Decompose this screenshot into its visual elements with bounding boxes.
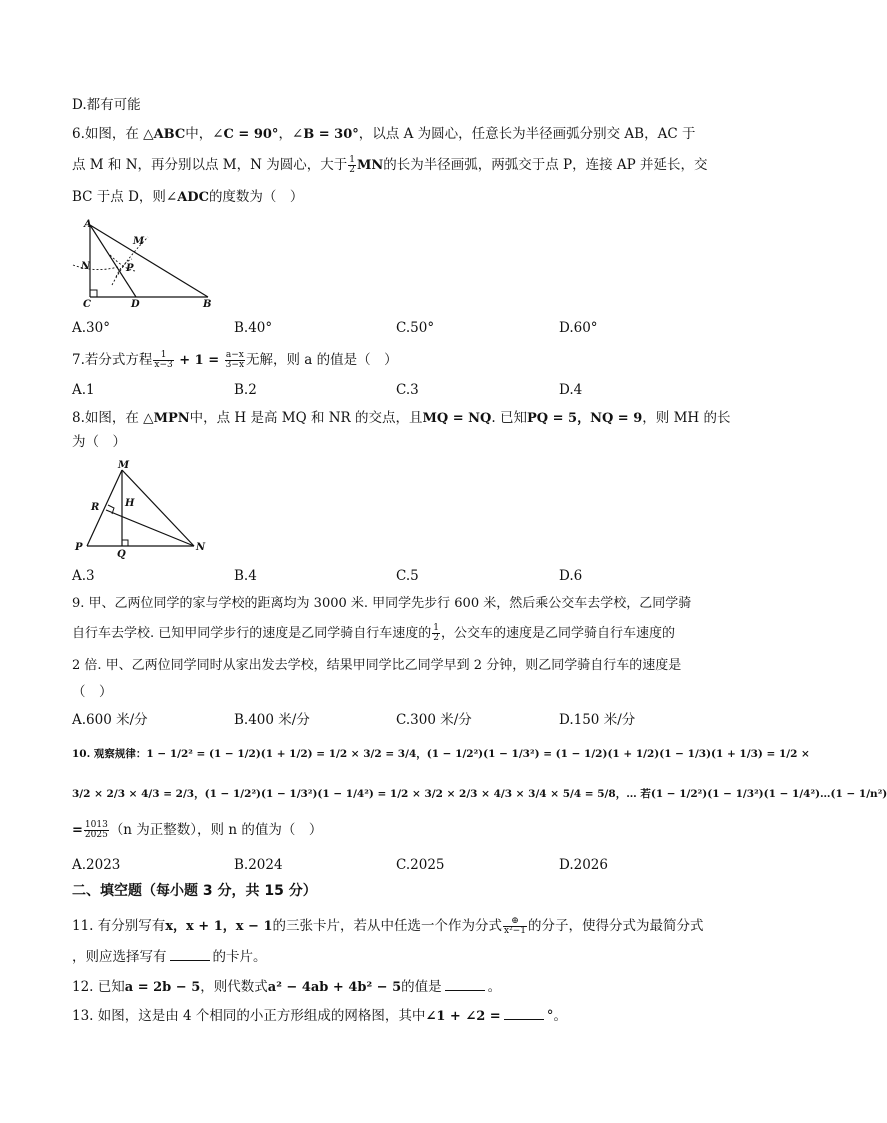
q13-answer-blank[interactable] (504, 1005, 544, 1020)
q10-line3: = $\frac{1013}{2025}$ （n 为正整数），则 n 的值为（ ） (72, 820, 323, 840)
q10-option-c[interactable]: C.2025 (396, 857, 445, 873)
q7-option-b[interactable]: B.2 (234, 382, 257, 398)
q10-option-b[interactable]: B.2024 (234, 857, 283, 873)
q10-line1: 10. 观察规律：1 − 1/2² = (1 − 1/2)(1 + 1/2) = 1/2 × 3/2 = 3/4，(1 − 1/2²)(1 − 1/3²) = (1 − 1/2)(1 + 1/2)(1 − 1/3)(1 + 1/3) = 1/2 × (72, 748, 810, 760)
q6-right-angle-mark (90, 290, 97, 297)
q9-line3: 2 倍. 甲、乙两位同学同时从家出发去学校，结果甲同学比乙同学早到 2 分钟，则乙同学骑自行车的速度是 (72, 658, 682, 673)
q8-altitude-nr (106, 510, 194, 546)
q6-line-ad (90, 225, 136, 297)
section-2-title: 二、填空题（每小题 3 分，共 15 分） (72, 883, 317, 899)
q8-label-n: N (196, 542, 206, 553)
q7-question: 7.若分式方程 $\frac{1}{x-3}$ + 1 = $\frac{a-x}{3-x}$ 无解，则 a 的值是（ ） (72, 350, 398, 370)
q6-label-c: C (83, 299, 91, 310)
q6-line1: 6.如图，在 △ABC中，∠C = 90°，∠B = 30°，以点 A 为圆心，任意长为半径画弧分别交 AB，AC 于 (72, 126, 696, 142)
q6-label-b: B (203, 299, 212, 310)
q8-option-d[interactable]: D.6 (559, 568, 583, 584)
q6-option-c[interactable]: C.50° (396, 320, 435, 336)
q12-question: 12. 已知a = 2b − 5，则代数式a² − 4ab + 4b² − 5的值是 。 (72, 976, 501, 998)
q10-line2: 3/2 × 2/3 × 4/3 = 2/3，(1 − 1/2²)(1 − 1/3²)(1 − 1/4²) = 1/2 × 3/2 × 2/3 × 4/3 × 3/4 × 5/4 = 5/8，… 若(1 − 1/2²)(1 − 1/3²)(1 − 1/4²)…(1 − 1/n²) (72, 788, 887, 800)
q6-label-n: N (81, 261, 91, 272)
q9-line4: （ ） (72, 684, 113, 700)
q6-label-d: D (131, 299, 140, 310)
q11-line1: 11. 有分别写有x，x + 1，x − 1的三张卡片，若从中任选一个作为分式 $\frac{\oplus}{\text{x²−1}}$ 的分子，使得分式为最简分式 (72, 916, 704, 936)
q11-line2: ，则应选择写有 的卡片。 (72, 946, 267, 967)
q6-option-a[interactable]: A.30° (72, 320, 110, 336)
q7-option-a[interactable]: A.1 (72, 382, 95, 398)
q8-line1: 8.如图，在 △MPN中，点 H 是高 MQ 和 NR 的交点，且MQ = NQ. 已知PQ = 5，NQ = 9，则 MH 的长 (72, 410, 731, 426)
q6-side-ab (90, 225, 208, 297)
q9-fraction: $\frac{1}{2}$ (433, 623, 439, 643)
q12-answer-blank[interactable] (445, 976, 485, 991)
q8-option-b[interactable]: B.4 (234, 568, 257, 584)
q8-right-angle-q (122, 540, 128, 546)
q8-label-m: M (118, 460, 130, 471)
q13-question: 13. 如图，这是由 4 个相同的小正方形组成的网格图，其中∠1 + ∠2 = °。 (72, 1005, 567, 1027)
q6-label-a: A (84, 219, 92, 230)
q6-label-m: M (133, 236, 145, 247)
q10-option-a[interactable]: A.2023 (72, 857, 121, 873)
q7-option-d[interactable]: D.4 (559, 382, 583, 398)
q10-option-d[interactable]: D.2026 (559, 857, 608, 873)
q6-label-p: P (126, 263, 134, 274)
q9-option-b[interactable]: B.400 米/分 (234, 712, 310, 728)
q8-label-p: P (75, 542, 83, 553)
q9-option-d[interactable]: D.150 米/分 (559, 712, 636, 728)
q6-figure (70, 215, 220, 310)
q8-option-a[interactable]: A.3 (72, 568, 95, 584)
q8-line2: 为（ ） (72, 434, 126, 450)
q7-fraction-right: $\frac{a-x}{3-x}$ (225, 350, 245, 370)
q8-label-h: H (125, 498, 135, 509)
q6-line2: 点 M 和 N，再分别以点 M，N 为圆心，大于 $\frac{1}{2}$ MN的长为半径画弧，两弧交于点 P，连接 AP 并延长，交 (72, 155, 708, 175)
q9-line2: 自行车去学校. 已知甲同学步行的速度是乙同学骑自行车速度的 $\frac{1}{2}$ ，公交车的速度是乙同学骑自行车速度的 (72, 623, 676, 643)
q6-option-d[interactable]: D.60° (559, 320, 598, 336)
q8-label-q: Q (117, 549, 126, 560)
q8-label-r: R (91, 502, 100, 513)
q11-answer-blank[interactable] (170, 946, 210, 961)
q5-option-d: D.都有可能 (72, 97, 141, 113)
q6-arc-n (73, 265, 118, 270)
q6-fraction: $\frac{1}{2}$ (349, 155, 355, 175)
q6-option-b[interactable]: B.40° (234, 320, 273, 336)
q7-option-c[interactable]: C.3 (396, 382, 419, 398)
q8-figure (70, 458, 210, 558)
q8-option-c[interactable]: C.5 (396, 568, 419, 584)
q9-option-a[interactable]: A.600 米/分 (72, 712, 148, 728)
q10-fraction: $\frac{1013}{2025}$ (84, 820, 108, 840)
q9-option-c[interactable]: C.300 米/分 (396, 712, 472, 728)
q9-line1: 9. 甲、乙两位同学的家与学校的距离均为 3000 米. 甲同学先步行 600 米，然后乘公交车去学校，乙同学骑 (72, 596, 692, 611)
q11-fraction: $\frac{\oplus}{\text{x²−1}}$ (504, 916, 526, 936)
q6-line3: BC 于点 D，则∠ADC的度数为（ ） (72, 189, 304, 205)
q7-fraction-left: $\frac{1}{x-3}$ (154, 350, 173, 370)
